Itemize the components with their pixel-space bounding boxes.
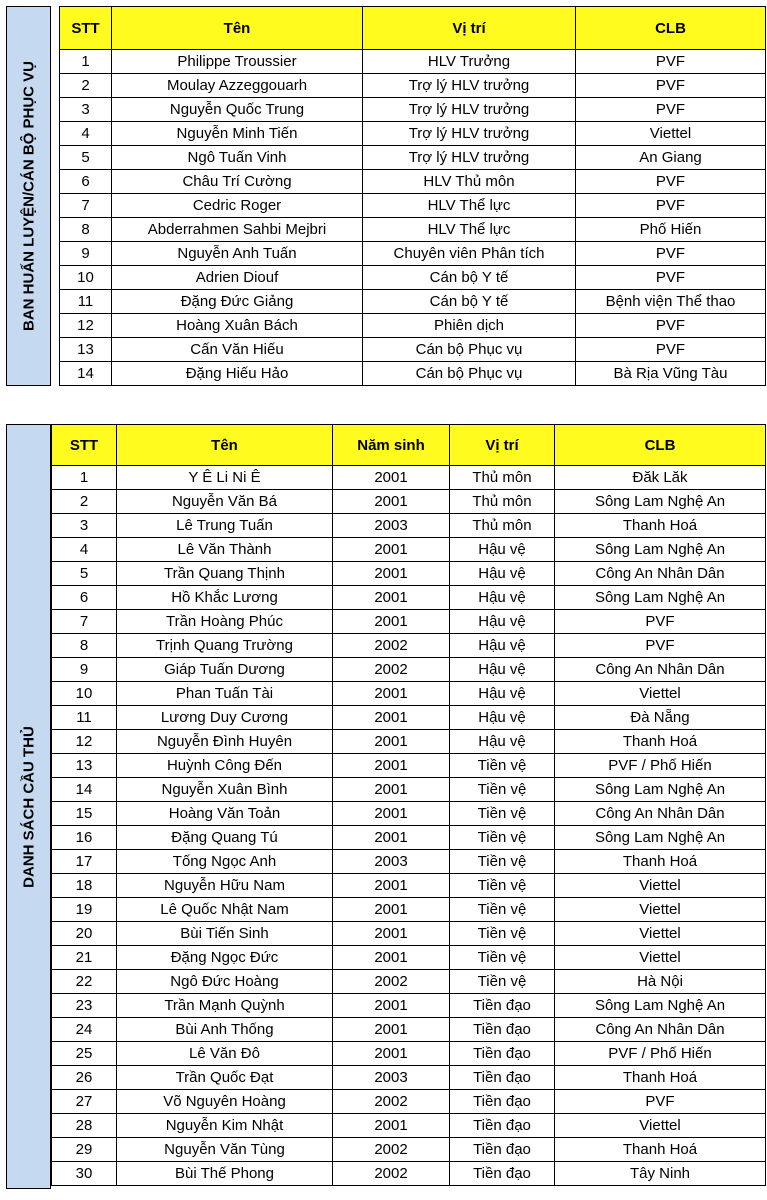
birth-year-cell: 2001 (333, 922, 450, 946)
table-row (60, 314, 766, 338)
position-cell: Hậu vệ (450, 538, 555, 562)
table-row (52, 826, 766, 850)
players-section (6, 424, 760, 1189)
position-cell: Hậu vệ (450, 730, 555, 754)
name-cell: Abderrahmen Sahbi Mejbri (112, 218, 363, 242)
stt-cell: 8 (60, 218, 112, 242)
table-row (52, 922, 766, 946)
name-cell: Trần Quang Thịnh (117, 562, 333, 586)
stt-cell: 15 (52, 802, 117, 826)
name-cell: Hồ Khắc Lương (117, 586, 333, 610)
club-cell: Sông Lam Nghệ An (555, 490, 766, 514)
staff-section (6, 6, 760, 386)
header-name: Tên (112, 7, 363, 50)
table-row (52, 898, 766, 922)
stt-cell: 27 (52, 1090, 117, 1114)
name-cell: Nguyễn Anh Tuấn (112, 242, 363, 266)
birth-year-cell: 2001 (333, 706, 450, 730)
table-row (52, 538, 766, 562)
name-cell: Giáp Tuấn Dương (117, 658, 333, 682)
club-cell: Viettel (555, 1114, 766, 1138)
club-cell: PVF (576, 50, 766, 74)
club-cell: PVF (576, 242, 766, 266)
position-cell: Tiền đạo (450, 1042, 555, 1066)
name-cell: Cấn Văn Hiếu (112, 338, 363, 362)
players-side-label (6, 424, 51, 1189)
club-cell: Sông Lam Nghệ An (555, 538, 766, 562)
table-row (52, 1114, 766, 1138)
table-row (52, 946, 766, 970)
table-row (60, 218, 766, 242)
table-row (52, 586, 766, 610)
position-cell: Tiền vệ (450, 754, 555, 778)
birth-year-cell: 2001 (333, 1042, 450, 1066)
table-row (52, 754, 766, 778)
stt-cell: 3 (60, 98, 112, 122)
staff-table (59, 6, 766, 386)
birth-year-cell: 2002 (333, 1138, 450, 1162)
club-cell: Công An Nhân Dân (555, 1018, 766, 1042)
table-row (60, 362, 766, 386)
table-row (52, 562, 766, 586)
club-cell: Công An Nhân Dân (555, 658, 766, 682)
stt-cell: 10 (60, 266, 112, 290)
name-cell: Đặng Quang Tú (117, 826, 333, 850)
name-cell: Moulay Azzeggouarh (112, 74, 363, 98)
club-cell: PVF (576, 314, 766, 338)
name-cell: Đặng Đức Giảng (112, 290, 363, 314)
stt-cell: 5 (60, 146, 112, 170)
table-row (52, 634, 766, 658)
position-cell: Tiền đạo (450, 1114, 555, 1138)
position-cell: HLV Trưởng (363, 50, 576, 74)
club-cell: PVF (555, 634, 766, 658)
position-cell: Tiền vệ (450, 778, 555, 802)
position-cell: Hậu vệ (450, 706, 555, 730)
position-cell: Tiền vệ (450, 826, 555, 850)
stt-cell: 8 (52, 634, 117, 658)
club-cell: Viettel (555, 682, 766, 706)
header-position: Vị trí (450, 425, 555, 466)
name-cell: Đặng Hiếu Hảo (112, 362, 363, 386)
club-cell: Đăk Lăk (555, 466, 766, 490)
stt-cell: 9 (60, 242, 112, 266)
table-row (60, 50, 766, 74)
club-cell: PVF / Phố Hiến (555, 754, 766, 778)
name-cell: Phan Tuấn Tài (117, 682, 333, 706)
stt-cell: 23 (52, 994, 117, 1018)
stt-cell: 19 (52, 898, 117, 922)
position-cell: Tiền vệ (450, 922, 555, 946)
header-club: CLB (576, 7, 766, 50)
stt-cell: 26 (52, 1066, 117, 1090)
birth-year-cell: 2002 (333, 1162, 450, 1186)
stt-cell: 11 (52, 706, 117, 730)
name-cell: Nguyễn Minh Tiến (112, 122, 363, 146)
birth-year-cell: 2001 (333, 874, 450, 898)
position-cell: Thủ môn (450, 466, 555, 490)
club-cell: PVF (555, 1090, 766, 1114)
stt-cell: 12 (52, 730, 117, 754)
stt-cell: 18 (52, 874, 117, 898)
club-cell: Công An Nhân Dân (555, 802, 766, 826)
table-row (60, 98, 766, 122)
name-cell: Nguyễn Quốc Trung (112, 98, 363, 122)
staff-header-row (60, 7, 766, 50)
name-cell: Y Ê Li Ni Ê (117, 466, 333, 490)
stt-cell: 11 (60, 290, 112, 314)
name-cell: Trịnh Quang Trường (117, 634, 333, 658)
table-row (60, 290, 766, 314)
stt-cell: 13 (60, 338, 112, 362)
name-cell: Bùi Thế Phong (117, 1162, 333, 1186)
position-cell: Tiền đạo (450, 1018, 555, 1042)
position-cell: Cán bộ Y tế (363, 266, 576, 290)
name-cell: Ngô Tuấn Vinh (112, 146, 363, 170)
position-cell: Tiền vệ (450, 802, 555, 826)
birth-year-cell: 2002 (333, 658, 450, 682)
table-row (52, 970, 766, 994)
position-cell: Tiền đạo (450, 1138, 555, 1162)
table-row (60, 74, 766, 98)
birth-year-cell: 2001 (333, 1018, 450, 1042)
position-cell: Tiền vệ (450, 898, 555, 922)
table-row (52, 1042, 766, 1066)
stt-cell: 14 (52, 778, 117, 802)
position-cell: HLV Thể lực (363, 218, 576, 242)
position-cell: HLV Thể lực (363, 194, 576, 218)
name-cell: Ngô Đức Hoàng (117, 970, 333, 994)
players-side-label-text: DANH SÁCH CẦU THỦ (20, 725, 37, 888)
position-cell: Tiền vệ (450, 946, 555, 970)
stt-cell: 6 (52, 586, 117, 610)
position-cell: Tiền đạo (450, 994, 555, 1018)
stt-cell: 7 (60, 194, 112, 218)
position-cell: Hậu vệ (450, 658, 555, 682)
club-cell: PVF (555, 610, 766, 634)
name-cell: Adrien Diouf (112, 266, 363, 290)
position-cell: Tiền đạo (450, 1090, 555, 1114)
club-cell: Bà Rịa Vũng Tàu (576, 362, 766, 386)
header-birth-year: Năm sinh (333, 425, 450, 466)
club-cell: Sông Lam Nghệ An (555, 586, 766, 610)
position-cell: Phiên dịch (363, 314, 576, 338)
table-row (60, 170, 766, 194)
table-row (52, 466, 766, 490)
name-cell: Nguyễn Văn Bá (117, 490, 333, 514)
table-row (52, 730, 766, 754)
name-cell: Huỳnh Công Đến (117, 754, 333, 778)
birth-year-cell: 2001 (333, 682, 450, 706)
position-cell: Tiền vệ (450, 874, 555, 898)
name-cell: Lê Văn Thành (117, 538, 333, 562)
name-cell: Lê Trung Tuấn (117, 514, 333, 538)
birth-year-cell: 2001 (333, 1114, 450, 1138)
name-cell: Trần Mạnh Quỳnh (117, 994, 333, 1018)
table-row (52, 682, 766, 706)
birth-year-cell: 2003 (333, 1066, 450, 1090)
position-cell: Cán bộ Phục vụ (363, 362, 576, 386)
birth-year-cell: 2003 (333, 850, 450, 874)
name-cell: Philippe Troussier (112, 50, 363, 74)
name-cell: Cedric Roger (112, 194, 363, 218)
stt-cell: 1 (52, 466, 117, 490)
stt-cell: 12 (60, 314, 112, 338)
club-cell: Công An Nhân Dân (555, 562, 766, 586)
birth-year-cell: 2001 (333, 562, 450, 586)
birth-year-cell: 2001 (333, 826, 450, 850)
header-stt: STT (60, 7, 112, 50)
stt-cell: 4 (52, 538, 117, 562)
staff-side-label-text: BAN HUẤN LUYỆN/CÁN BỘ PHỤC VỤ (20, 60, 37, 332)
club-cell: Thanh Hoá (555, 1138, 766, 1162)
stt-cell: 20 (52, 922, 117, 946)
name-cell: Nguyễn Hữu Nam (117, 874, 333, 898)
club-cell: An Giang (576, 146, 766, 170)
club-cell: Tây Ninh (555, 1162, 766, 1186)
table-row (60, 242, 766, 266)
table-row (60, 266, 766, 290)
club-cell: Thanh Hoá (555, 850, 766, 874)
table-row (52, 490, 766, 514)
header-club: CLB (555, 425, 766, 466)
stt-cell: 3 (52, 514, 117, 538)
club-cell: Sông Lam Nghệ An (555, 994, 766, 1018)
name-cell: Bùi Tiến Sinh (117, 922, 333, 946)
name-cell: Đặng Ngọc Đức (117, 946, 333, 970)
position-cell: HLV Thủ môn (363, 170, 576, 194)
name-cell: Châu Trí Cường (112, 170, 363, 194)
stt-cell: 5 (52, 562, 117, 586)
birth-year-cell: 2001 (333, 586, 450, 610)
name-cell: Tống Ngọc Anh (117, 850, 333, 874)
club-cell: PVF / Phố Hiến (555, 1042, 766, 1066)
position-cell: Hậu vệ (450, 634, 555, 658)
birth-year-cell: 2001 (333, 946, 450, 970)
table-row (52, 1066, 766, 1090)
position-cell: Trợ lý HLV trưởng (363, 74, 576, 98)
club-cell: Viettel (555, 922, 766, 946)
name-cell: Hoàng Văn Toản (117, 802, 333, 826)
birth-year-cell: 2001 (333, 994, 450, 1018)
birth-year-cell: 2001 (333, 538, 450, 562)
club-cell: Viettel (555, 874, 766, 898)
stt-cell: 4 (60, 122, 112, 146)
table-row (52, 514, 766, 538)
name-cell: Nguyễn Văn Tùng (117, 1138, 333, 1162)
position-cell: Trợ lý HLV trưởng (363, 122, 576, 146)
stt-cell: 17 (52, 850, 117, 874)
club-cell: Phố Hiến (576, 218, 766, 242)
stt-cell: 28 (52, 1114, 117, 1138)
club-cell: Bệnh viện Thể thao (576, 290, 766, 314)
club-cell: Viettel (576, 122, 766, 146)
name-cell: Bùi Anh Thống (117, 1018, 333, 1042)
stt-cell: 9 (52, 658, 117, 682)
name-cell: Nguyễn Đình Huyên (117, 730, 333, 754)
position-cell: Tiền đạo (450, 1066, 555, 1090)
name-cell: Võ Nguyên Hoàng (117, 1090, 333, 1114)
birth-year-cell: 2001 (333, 802, 450, 826)
position-cell: Thủ môn (450, 514, 555, 538)
header-name: Tên (117, 425, 333, 466)
table-row (52, 1018, 766, 1042)
position-cell: Hậu vệ (450, 610, 555, 634)
birth-year-cell: 2003 (333, 514, 450, 538)
header-stt: STT (52, 425, 117, 466)
header-position: Vị trí (363, 7, 576, 50)
club-cell: Thanh Hoá (555, 1066, 766, 1090)
name-cell: Nguyễn Xuân Bình (117, 778, 333, 802)
table-row (60, 194, 766, 218)
table-row (52, 850, 766, 874)
club-cell: Sông Lam Nghệ An (555, 778, 766, 802)
stt-cell: 1 (60, 50, 112, 74)
staff-side-label (6, 6, 51, 386)
club-cell: Viettel (555, 946, 766, 970)
name-cell: Nguyễn Kim Nhật (117, 1114, 333, 1138)
club-cell: Viettel (555, 898, 766, 922)
stt-cell: 24 (52, 1018, 117, 1042)
stt-cell: 7 (52, 610, 117, 634)
club-cell: Đà Nẵng (555, 706, 766, 730)
stt-cell: 14 (60, 362, 112, 386)
name-cell: Hoàng Xuân Bách (112, 314, 363, 338)
stt-cell: 10 (52, 682, 117, 706)
stt-cell: 13 (52, 754, 117, 778)
birth-year-cell: 2002 (333, 634, 450, 658)
stt-cell: 16 (52, 826, 117, 850)
table-row (52, 802, 766, 826)
table-row (52, 994, 766, 1018)
name-cell: Lê Văn Đô (117, 1042, 333, 1066)
position-cell: Trợ lý HLV trưởng (363, 98, 576, 122)
club-cell: PVF (576, 170, 766, 194)
table-row (52, 778, 766, 802)
table-row (52, 1162, 766, 1186)
club-cell: Sông Lam Nghệ An (555, 826, 766, 850)
table-row (52, 1138, 766, 1162)
club-cell: PVF (576, 194, 766, 218)
stt-cell: 25 (52, 1042, 117, 1066)
stt-cell: 2 (52, 490, 117, 514)
stt-cell: 29 (52, 1138, 117, 1162)
club-cell: Thanh Hoá (555, 514, 766, 538)
name-cell: Trần Hoàng Phúc (117, 610, 333, 634)
birth-year-cell: 2001 (333, 490, 450, 514)
name-cell: Lê Quốc Nhật Nam (117, 898, 333, 922)
table-row (60, 338, 766, 362)
table-row (52, 658, 766, 682)
stt-cell: 2 (60, 74, 112, 98)
birth-year-cell: 2001 (333, 610, 450, 634)
stt-cell: 30 (52, 1162, 117, 1186)
position-cell: Trợ lý HLV trưởng (363, 146, 576, 170)
birth-year-cell: 2002 (333, 1090, 450, 1114)
table-row (52, 610, 766, 634)
club-cell: PVF (576, 338, 766, 362)
birth-year-cell: 2001 (333, 754, 450, 778)
table-row (52, 1090, 766, 1114)
name-cell: Lương Duy Cương (117, 706, 333, 730)
position-cell: Cán bộ Phục vụ (363, 338, 576, 362)
birth-year-cell: 2001 (333, 898, 450, 922)
table-row (52, 706, 766, 730)
table-row (52, 874, 766, 898)
stt-cell: 6 (60, 170, 112, 194)
position-cell: Hậu vệ (450, 562, 555, 586)
birth-year-cell: 2001 (333, 466, 450, 490)
position-cell: Tiền vệ (450, 970, 555, 994)
club-cell: PVF (576, 266, 766, 290)
club-cell: PVF (576, 74, 766, 98)
birth-year-cell: 2001 (333, 730, 450, 754)
name-cell: Trần Quốc Đạt (117, 1066, 333, 1090)
club-cell: PVF (576, 98, 766, 122)
position-cell: Tiền vệ (450, 850, 555, 874)
table-row (60, 146, 766, 170)
position-cell: Hậu vệ (450, 682, 555, 706)
table-row (60, 122, 766, 146)
stt-cell: 21 (52, 946, 117, 970)
club-cell: Thanh Hoá (555, 730, 766, 754)
birth-year-cell: 2001 (333, 778, 450, 802)
club-cell: Hà Nội (555, 970, 766, 994)
position-cell: Thủ môn (450, 490, 555, 514)
position-cell: Cán bộ Y tế (363, 290, 576, 314)
stt-cell: 22 (52, 970, 117, 994)
position-cell: Chuyên viên Phân tích (363, 242, 576, 266)
birth-year-cell: 2002 (333, 970, 450, 994)
players-header-row (52, 425, 766, 466)
players-table (51, 424, 766, 1186)
position-cell: Hậu vệ (450, 586, 555, 610)
position-cell: Tiền đạo (450, 1162, 555, 1186)
